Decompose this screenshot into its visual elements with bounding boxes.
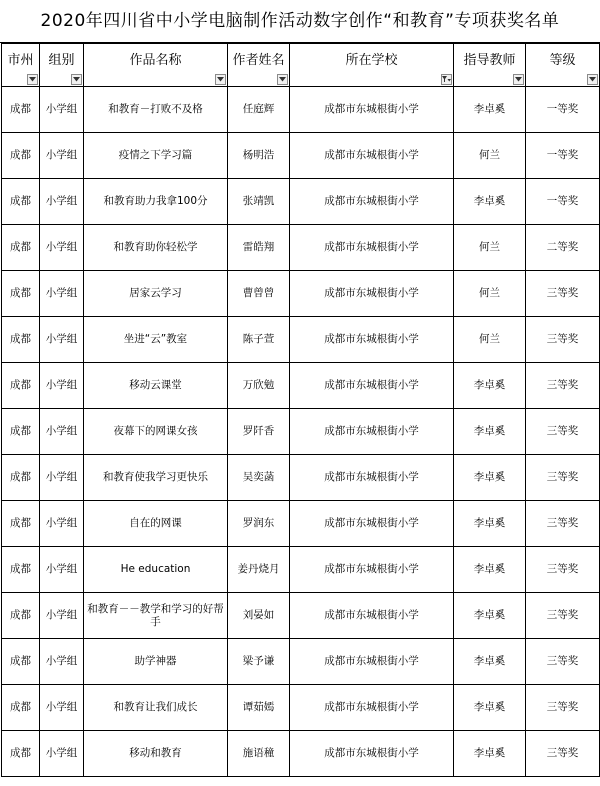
cell-group: 小学组 — [40, 363, 84, 409]
cell-work: 夜幕下的网课女孩 — [84, 409, 228, 455]
award-table — [1, 43, 600, 777]
cell-city: 成都 — [2, 271, 40, 317]
header-row — [2, 44, 600, 87]
cell-school: 成都市东城根街小学 — [290, 593, 454, 639]
table-row — [2, 179, 600, 225]
cell-teacher: 何兰 — [454, 133, 526, 179]
cell-author: 罗阡香 — [228, 409, 290, 455]
column-header-city — [2, 44, 40, 87]
cell-group: 小学组 — [40, 501, 84, 547]
filter-dropdown-icon[interactable] — [71, 74, 82, 85]
cell-level: 一等奖 — [526, 133, 600, 179]
cell-level: 三等奖 — [526, 363, 600, 409]
cell-level: 三等奖 — [526, 317, 600, 363]
sheet-title: 2020年四川省中小学电脑制作活动数字创作“和教育”专项获奖名单 — [0, 0, 600, 43]
column-header-label: 指导教师 — [463, 53, 516, 68]
cell-city: 成都 — [2, 685, 40, 731]
cell-level: 三等奖 — [526, 409, 600, 455]
cell-teacher: 李卓奚 — [454, 547, 526, 593]
cell-work: 和教育助你轻松学 — [84, 225, 228, 271]
cell-city: 成都 — [2, 409, 40, 455]
cell-group: 小学组 — [40, 455, 84, 501]
cell-author: 张靖凯 — [228, 179, 290, 225]
cell-city: 成都 — [2, 547, 40, 593]
cell-level: 三等奖 — [526, 455, 600, 501]
table-row — [2, 639, 600, 685]
cell-group: 小学组 — [40, 685, 84, 731]
table-row — [2, 363, 600, 409]
cell-author: 刘晏如 — [228, 593, 290, 639]
cell-level: 三等奖 — [526, 639, 600, 685]
table-row — [2, 133, 600, 179]
cell-group: 小学组 — [40, 409, 84, 455]
cell-work: 和教育－打败不及格 — [84, 87, 228, 133]
table-row — [2, 271, 600, 317]
column-header-author — [228, 44, 290, 87]
table-body — [2, 87, 600, 777]
cell-city: 成都 — [2, 179, 40, 225]
table-row — [2, 501, 600, 547]
cell-group: 小学组 — [40, 547, 84, 593]
column-header-label: 作者姓名 — [232, 53, 285, 68]
cell-teacher: 李卓奚 — [454, 409, 526, 455]
cell-school: 成都市东城根街小学 — [290, 639, 454, 685]
cell-school: 成都市东城根街小学 — [290, 363, 454, 409]
cell-author: 施语穜 — [228, 731, 290, 777]
column-header-label: 所在学校 — [345, 53, 398, 68]
cell-school: 成都市东城根街小学 — [290, 409, 454, 455]
column-header-level — [526, 44, 600, 87]
table-row — [2, 685, 600, 731]
cell-city: 成都 — [2, 501, 40, 547]
cell-work: 和教育让我们成长 — [84, 685, 228, 731]
cell-work: 坐进“云”教室 — [84, 317, 228, 363]
cell-work: 自在的网课 — [84, 501, 228, 547]
cell-level: 三等奖 — [526, 685, 600, 731]
cell-author: 谭茹嫣 — [228, 685, 290, 731]
cell-author: 万欣勉 — [228, 363, 290, 409]
cell-group: 小学组 — [40, 731, 84, 777]
table-row — [2, 317, 600, 363]
cell-school: 成都市东城根街小学 — [290, 317, 454, 363]
cell-work: 和教育－－教学和学习的好帮手 — [84, 593, 228, 639]
cell-level: 三等奖 — [526, 271, 600, 317]
cell-author: 陈子萱 — [228, 317, 290, 363]
cell-city: 成都 — [2, 363, 40, 409]
cell-work: 助学神器 — [84, 639, 228, 685]
cell-city: 成都 — [2, 317, 40, 363]
cell-city: 成都 — [2, 455, 40, 501]
cell-teacher: 李卓奚 — [454, 685, 526, 731]
cell-teacher: 何兰 — [454, 225, 526, 271]
cell-school: 成都市东城根街小学 — [290, 731, 454, 777]
cell-group: 小学组 — [40, 133, 84, 179]
cell-work: 疫情之下学习篇 — [84, 133, 228, 179]
cell-group: 小学组 — [40, 317, 84, 363]
table-row — [2, 547, 600, 593]
cell-work: 和教育助力我拿100分 — [84, 179, 228, 225]
cell-level: 一等奖 — [526, 87, 600, 133]
cell-author: 吴奕菡 — [228, 455, 290, 501]
cell-school: 成都市东城根街小学 — [290, 271, 454, 317]
cell-work: 居家云学习 — [84, 271, 228, 317]
cell-teacher: 何兰 — [454, 317, 526, 363]
cell-teacher: 李卓奚 — [454, 501, 526, 547]
cell-author: 曹曾曾 — [228, 271, 290, 317]
cell-teacher: 李卓奚 — [454, 363, 526, 409]
cell-school: 成都市东城根街小学 — [290, 547, 454, 593]
table-row — [2, 455, 600, 501]
cell-level: 三等奖 — [526, 501, 600, 547]
cell-group: 小学组 — [40, 639, 84, 685]
column-header-group — [40, 44, 84, 87]
table-row — [2, 409, 600, 455]
table-row — [2, 225, 600, 271]
cell-teacher: 李卓奚 — [454, 639, 526, 685]
cell-author: 罗润东 — [228, 501, 290, 547]
filter-dropdown-icon[interactable] — [215, 74, 226, 85]
table-row — [2, 87, 600, 133]
cell-group: 小学组 — [40, 179, 84, 225]
filter-dropdown-icon[interactable] — [513, 74, 524, 85]
cell-group: 小学组 — [40, 593, 84, 639]
column-header-teacher — [454, 44, 526, 87]
cell-city: 成都 — [2, 639, 40, 685]
cell-level: 三等奖 — [526, 731, 600, 777]
cell-school: 成都市东城根街小学 — [290, 685, 454, 731]
cell-teacher: 李卓奚 — [454, 179, 526, 225]
filter-dropdown-icon[interactable] — [587, 74, 598, 85]
cell-teacher: 李卓奚 — [454, 455, 526, 501]
cell-level: 二等奖 — [526, 225, 600, 271]
cell-school: 成都市东城根街小学 — [290, 455, 454, 501]
cell-author: 姜丹烧月 — [228, 547, 290, 593]
cell-city: 成都 — [2, 87, 40, 133]
column-header-label: 等级 — [549, 53, 576, 68]
cell-work: 移动云课堂 — [84, 363, 228, 409]
filter-dropdown-icon[interactable] — [277, 74, 288, 85]
cell-teacher: 李卓奚 — [454, 593, 526, 639]
cell-level: 三等奖 — [526, 593, 600, 639]
table-row — [2, 593, 600, 639]
cell-teacher: 何兰 — [454, 271, 526, 317]
cell-group: 小学组 — [40, 225, 84, 271]
column-header-label: 作品名称 — [129, 53, 182, 68]
cell-group: 小学组 — [40, 87, 84, 133]
cell-group: 小学组 — [40, 271, 84, 317]
cell-school: 成都市东城根街小学 — [290, 133, 454, 179]
cell-author: 雷皓翔 — [228, 225, 290, 271]
cell-school: 成都市东城根街小学 — [290, 179, 454, 225]
cell-school: 成都市东城根街小学 — [290, 501, 454, 547]
cell-author: 杨明浩 — [228, 133, 290, 179]
filter-dropdown-icon[interactable] — [27, 74, 38, 85]
cell-level: 三等奖 — [526, 547, 600, 593]
column-header-label: 市州 — [7, 53, 34, 68]
column-header-work — [84, 44, 228, 87]
cell-city: 成都 — [2, 593, 40, 639]
cell-school: 成都市东城根街小学 — [290, 225, 454, 271]
cell-work: 移动和教育 — [84, 731, 228, 777]
cell-level: 一等奖 — [526, 179, 600, 225]
filter-active-icon[interactable] — [441, 74, 452, 85]
cell-school: 成都市东城根街小学 — [290, 87, 454, 133]
column-header-label: 组别 — [48, 53, 75, 68]
cell-teacher: 李卓奚 — [454, 87, 526, 133]
column-header-school — [290, 44, 454, 87]
cell-work: 和教育使我学习更快乐 — [84, 455, 228, 501]
cell-city: 成都 — [2, 133, 40, 179]
cell-city: 成都 — [2, 225, 40, 271]
table-row — [2, 731, 600, 777]
cell-author: 任庭辉 — [228, 87, 290, 133]
table-header — [2, 44, 600, 87]
cell-work: He education — [84, 547, 228, 593]
cell-city: 成都 — [2, 731, 40, 777]
cell-author: 梁予谦 — [228, 639, 290, 685]
cell-teacher: 李卓奚 — [454, 731, 526, 777]
